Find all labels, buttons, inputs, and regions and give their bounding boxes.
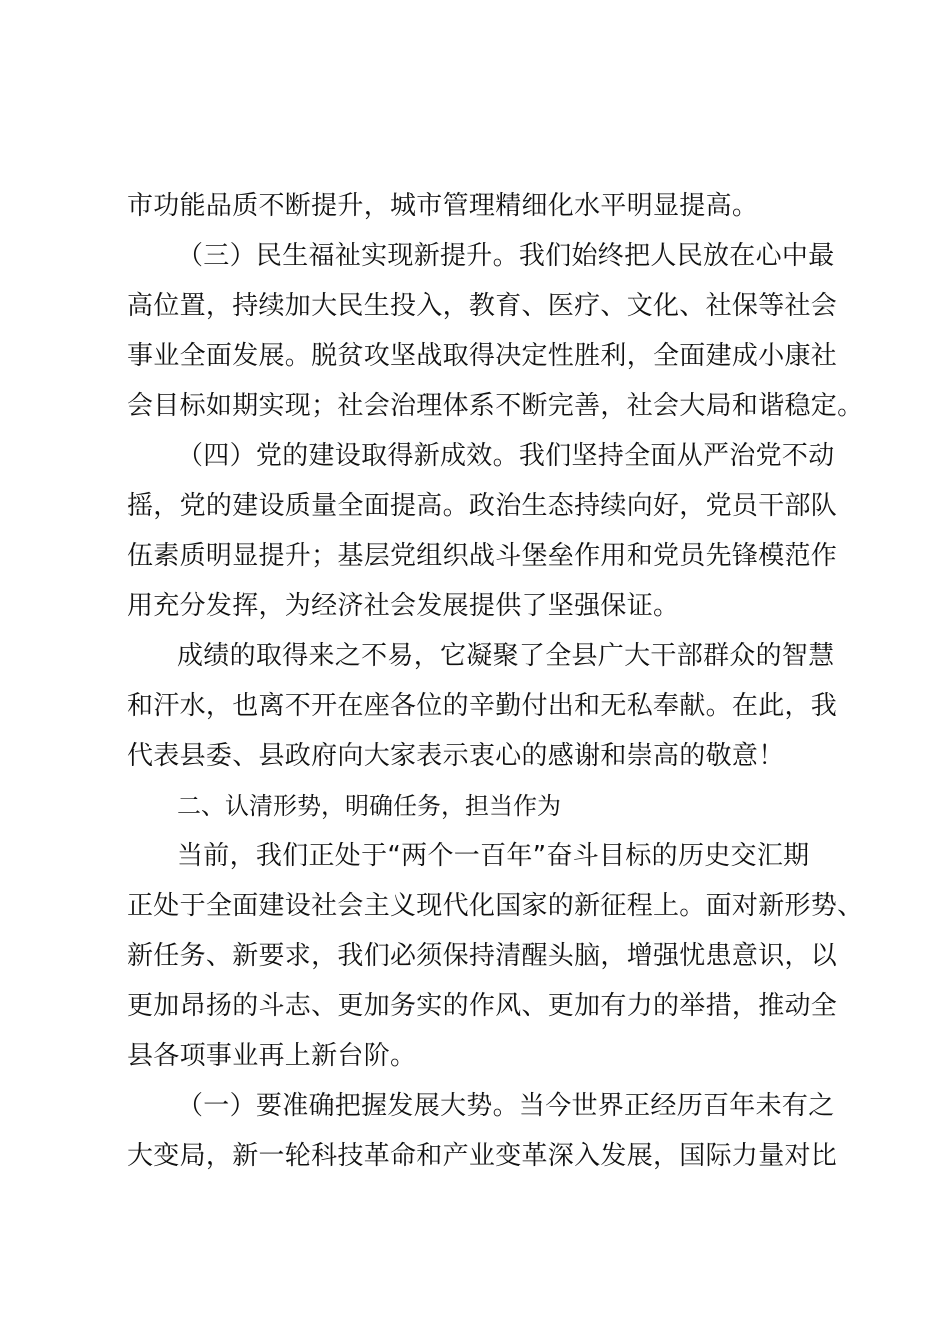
text-line-4: 事业全面发展。脱贫攻坚战取得决定性胜利，全面建成小康社	[127, 341, 838, 371]
text-line-16: 新任务、新要求，我们必须保持清醒头脑，增强忧患意识，以	[127, 941, 838, 971]
text-line-9: 用充分发挥，为经济社会发展提供了坚强保证。	[127, 591, 680, 621]
text-line-14: 当前，我们正处于“两个一百年”奋斗目标的历史交汇期	[177, 841, 810, 871]
text-line-5: 会目标如期实现；社会治理体系不断完善，社会大局和谐稳定。	[127, 391, 864, 421]
text-line-6: （四）党的建设取得新成效。我们坚持全面从严治党不动	[177, 441, 835, 471]
text-line-7: 摇，党的建设质量全面提高。政治生态持续向好，党员干部队	[127, 491, 838, 521]
text-line-3: 高位置，持续加大民生投入，教育、医疗、文化、社保等社会	[127, 291, 838, 321]
text-line-12: 代表县委、县政府向大家表示衷心的感谢和崇高的敬意！	[127, 741, 785, 771]
text-line-11: 和汗水，也离不开在座各位的辛勤付出和无私奉献。在此，我	[127, 691, 838, 721]
text-line-2: （三）民生福祉实现新提升。我们始终把人民放在心中最	[177, 241, 835, 271]
text-line-20: 大变局，新一轮科技革命和产业变革深入发展，国际力量对比	[127, 1141, 838, 1171]
text-line-19: （一）要准确把握发展大势。当今世界正经历百年未有之	[177, 1091, 835, 1121]
text-line-8: 伍素质明显提升；基层党组织战斗堡垒作用和党员先锋模范作	[127, 541, 838, 571]
text-line-1: 市功能品质不断提升，城市管理精细化水平明显提高。	[127, 191, 759, 221]
text-line-10: 成绩的取得来之不易，它凝聚了全县广大干部群众的智慧	[177, 641, 835, 671]
text-line-17: 更加昂扬的斗志、更加务实的作风、更加有力的举措，推动全	[127, 991, 838, 1021]
text-line-18: 县各项事业再上新台阶。	[127, 1041, 417, 1071]
section-heading: 二、认清形势，明确任务，担当作为	[177, 792, 561, 820]
text-line-15: 正处于全面建设社会主义现代化国家的新征程上。面对新形势、	[127, 891, 864, 921]
